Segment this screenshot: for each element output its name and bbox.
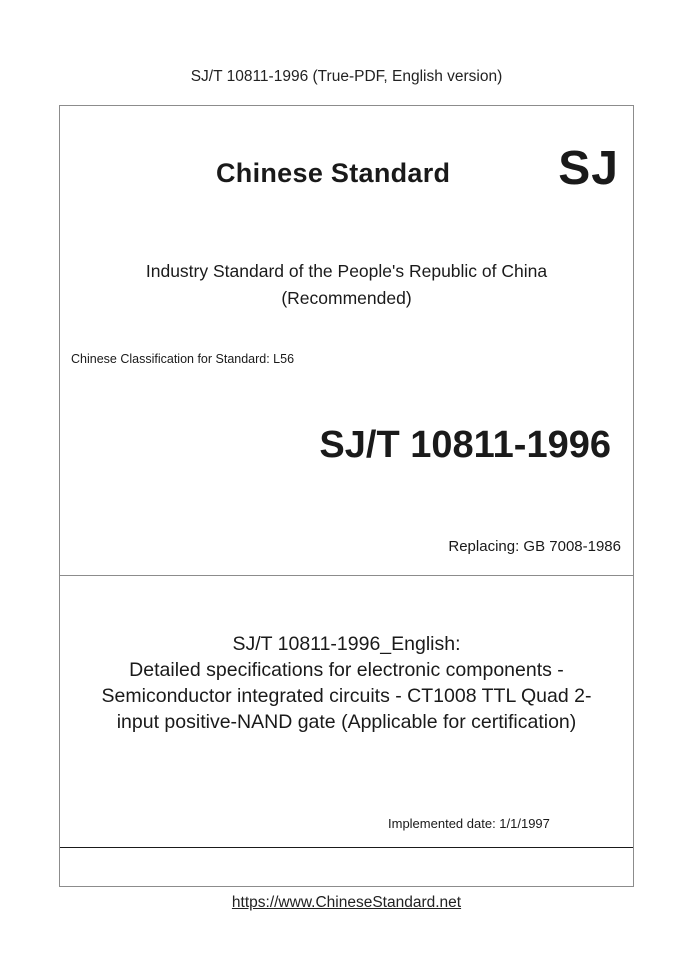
document-title	[60, 631, 633, 735]
industry-line-2: (Recommended)	[281, 288, 412, 308]
standard-number: SJ/T 10811-1996	[319, 424, 611, 466]
page-header: SJ/T 10811-1996 (True-PDF, English version)	[190, 68, 503, 85]
cover-middle-section	[60, 576, 633, 848]
classification-text: Chinese Classification for Standard: L56	[71, 352, 295, 366]
document-title-line-1: SJ/T 10811-1996_English:	[232, 633, 461, 655]
cover-frame	[59, 105, 634, 887]
cover-title: Chinese Standard	[216, 158, 451, 188]
document-title-line-2: Detailed specifications for electronic components -	[129, 659, 564, 681]
sj-mark: SJ	[558, 142, 619, 195]
industry-standard-text	[60, 258, 633, 312]
document-title-line-3: Semiconductor integrated circuits - CT1008 TTL Quad 2-	[101, 685, 592, 707]
industry-line-1: Industry Standard of the People's Republic of China	[145, 261, 548, 281]
replacing-text: Replacing: GB 7008-1986	[448, 538, 621, 555]
document-title-line-4: input positive-NAND gate (Applicable for certification)	[116, 711, 577, 733]
implemented-date: Implemented date: 1/1/1997	[388, 816, 550, 831]
footer-link[interactable]: https://www.ChineseStandard.net	[231, 894, 462, 911]
cover-top-section	[60, 106, 633, 576]
